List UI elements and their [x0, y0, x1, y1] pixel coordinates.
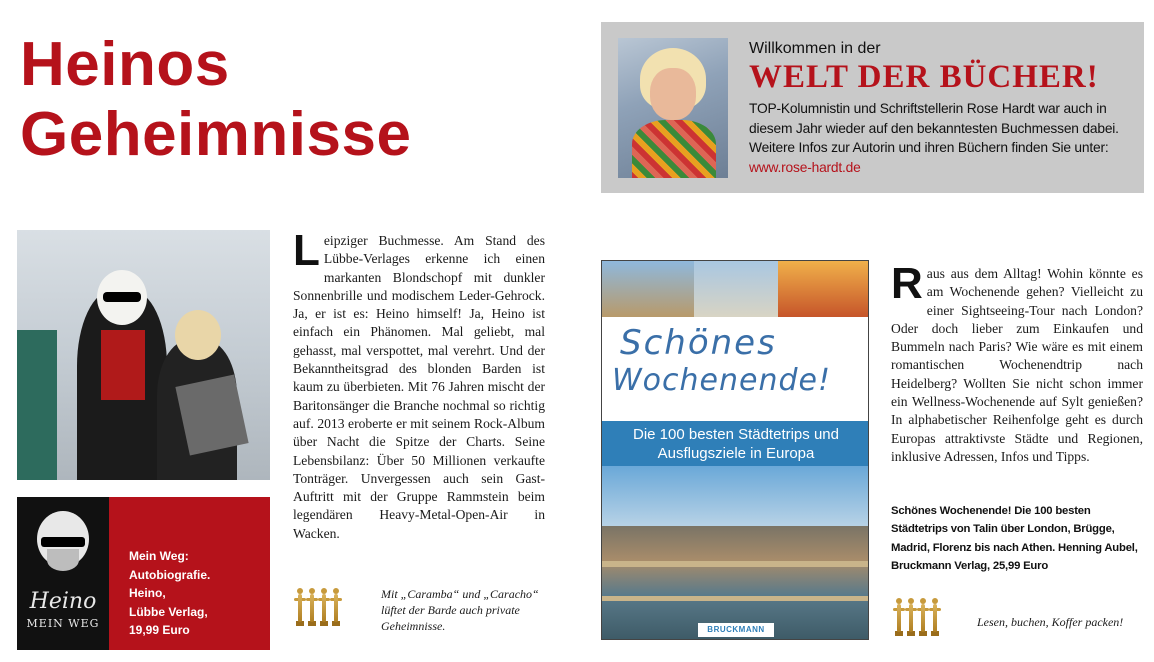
- cover-signature: Heino: [29, 589, 97, 614]
- left-article-text: eipziger Buchmesse. Am Stand des Lübbe-Verlages erkenne ich einen markanten Blondschopf mit dunkler Sonnenbrille und modischem Leder-Gehrock. Ja, er ist es: Heino himself! Ja, Heino ist einfach ein Phänomen. Mal geliebt, mal gehasst, mal verspottet, mal verehrt. Und der Bekanntheitsgrad des blonden Barden ist kaum zu überbieten. Mit 76 Jahren mischt der Baritonsänger die Branche nochmal so richtig auf. 2013 eroberte er mit seinem Rock-Album über Nacht die Spitze der Charts. Seine Lebensbilanz: Über 50 Millionen verkaufte Tonträger. Unvergessen auch sein Gast-Auftritt mit der Gruppe Rammstein beim legendären Heavy-Metal-Open-Air in Wacken.: [293, 233, 545, 541]
- right-article-text: aus aus dem Alltag! Wohin könnte es am Wochenende gehen? Vielleicht zu einer Sightseeing-Tour nach London? Oder doch lieber zum Einkaufen und Bummeln nach Paris? Wie wäre es mit einem romantischen Wochenendtrip nach Heidelberg? Wollten Sie nicht schon immer ein Wellness-Wochenende auf Sylt genießen? In alphabetischer Reihenfolge geht es durch Europas attraktivste Städte und Regionen, inklusive Adressen, Infos und Tipps.: [891, 266, 1143, 464]
- promo-body: TOP-Kolumnistin und Schriftstellerin Rose Hardt war auch in diesem Jahr wieder auf den bekanntesten Buchmessen dabei. Weitere Infos zur Autorin und ihren Büchern finden Sie unter:: [749, 101, 1119, 155]
- award-statue-icon: [895, 598, 903, 636]
- promo-text: [749, 99, 1129, 177]
- rating-statues-right: [895, 598, 939, 636]
- book-info-text: [129, 547, 264, 640]
- cover-publisher: BRUCKMANN: [698, 623, 774, 637]
- dropcap: L: [293, 226, 320, 275]
- headline-line-2: Geheimnisse: [20, 100, 412, 169]
- right-article-body: [891, 259, 1143, 466]
- award-statue-icon: [907, 598, 915, 636]
- dropcap: R: [891, 259, 923, 308]
- award-statue-icon: [296, 588, 304, 626]
- left-article-body: [293, 226, 545, 543]
- promo-title: WELT DER BÜCHER!: [749, 59, 1099, 95]
- author-photo: [618, 38, 728, 178]
- book-cover-schoenes-wochenende: [601, 260, 869, 640]
- book-info-line: Mein Weg:: [129, 549, 189, 563]
- book-cover-mein-weg: [17, 497, 109, 650]
- award-statue-icon: [320, 588, 328, 626]
- headline-line-1: Heinos: [20, 30, 230, 99]
- book-info-line: Lübbe Verlag,: [129, 604, 208, 619]
- cover-subtitle: Die 100 besten Städtetrips und Ausflugsziele in Europa: [633, 426, 839, 462]
- author-website-link[interactable]: www.rose-hardt.de: [749, 159, 861, 175]
- book-info-line: Autobiografie.: [129, 567, 211, 582]
- award-statue-icon: [332, 588, 340, 626]
- book-info-right: Schönes Wochenende! Die 100 besten Städtetrips von Talin über London, Brügge, Madrid, Florenz bis nach Athen. Henning Aubel, Bruckmann Verlag, 25,99 Euro: [891, 505, 1138, 572]
- left-caption: Mit „Caramba“ und „Caracho“ lüftet der Barde auch private Geheimnisse.: [381, 587, 539, 633]
- right-caption: Lesen, buchen, Koffer packen!: [977, 615, 1124, 629]
- book-info-line: Heino,: [129, 586, 166, 600]
- book-info-line: 19,99 Euro: [129, 623, 190, 637]
- cover-subtitle: MEIN WEG: [26, 617, 100, 630]
- rating-statues-left: [296, 588, 340, 626]
- cover-script-line-1: Schönes: [620, 323, 777, 363]
- book-info-box: [17, 497, 270, 650]
- promo-box: [601, 22, 1144, 193]
- award-statue-icon: [919, 598, 927, 636]
- article-headline: [20, 30, 580, 170]
- cover-script-line-2: Wochenende!: [612, 363, 831, 398]
- heino-photo: [17, 230, 270, 480]
- award-statue-icon: [931, 598, 939, 636]
- award-statue-icon: [308, 588, 316, 626]
- promo-kicker: Willkommen in der: [749, 40, 881, 57]
